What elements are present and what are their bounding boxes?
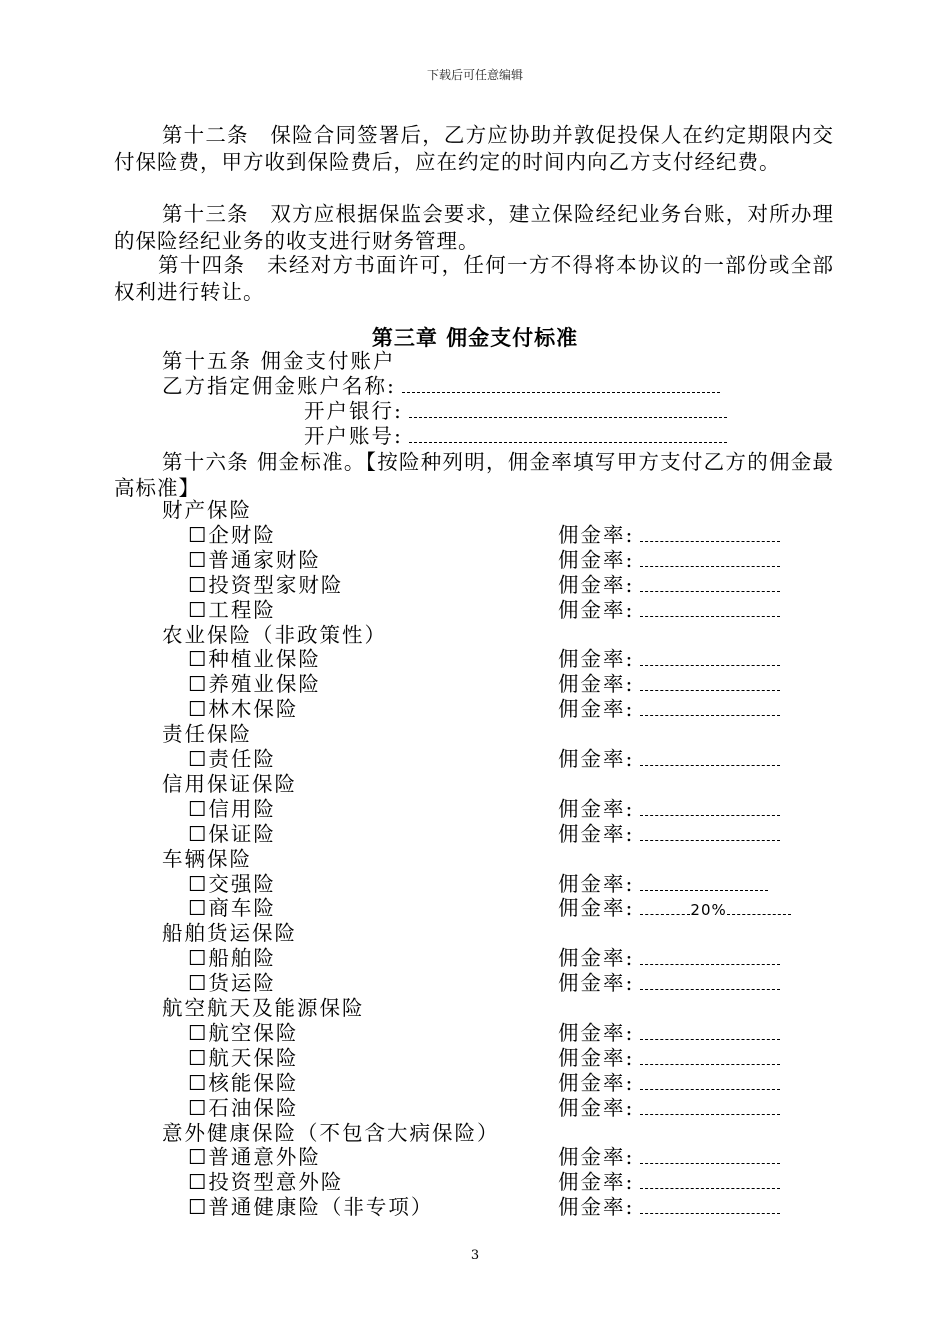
- commission-rate-label: 佣金率:: [558, 1095, 635, 1120]
- insurance-option-label: 保证险: [208, 821, 276, 846]
- commission-rate-field[interactable]: [558, 523, 780, 548]
- insurance-option[interactable]: [188, 1096, 298, 1121]
- commission-rate-field[interactable]: [558, 1170, 780, 1195]
- commission-rate-blank[interactable]: [640, 676, 780, 691]
- commission-rate-label: 佣金率:: [558, 547, 635, 572]
- commission-rate-blank[interactable]: [640, 1199, 780, 1214]
- insurance-option[interactable]: [188, 1145, 321, 1170]
- insurance-option-label: 石油保险: [208, 1095, 299, 1120]
- commission-rate-label: 佣金率:: [558, 871, 635, 896]
- account-name-label: 乙方指定佣金账户名称:: [162, 374, 396, 398]
- commission-rate-label: 佣金率:: [558, 896, 635, 921]
- commission-rate-label: 佣金率:: [558, 672, 635, 697]
- checkbox-icon[interactable]: ☐: [188, 697, 209, 722]
- commission-rate-field[interactable]: [558, 1071, 780, 1096]
- insurance-option-label: 航空保险: [208, 1020, 299, 1045]
- commission-rate-label: 佣金率:: [558, 1145, 635, 1170]
- commission-rate-field[interactable]: [558, 647, 780, 672]
- checkbox-icon[interactable]: ☐: [188, 597, 209, 622]
- insurance-option-label: 养殖业保险: [208, 672, 321, 697]
- commission-rate-label: 佣金率:: [558, 697, 635, 722]
- commission-rate-label: 佣金率:: [558, 1170, 635, 1195]
- commission-rate-blank[interactable]: [640, 826, 780, 841]
- insurance-option-label: 信用险: [208, 796, 276, 821]
- article-16: 第十六条 佣金标准。【按险种列明，佣金率填写甲方支付乙方的佣金最高标准】: [114, 450, 834, 500]
- insurance-option[interactable]: [188, 946, 276, 971]
- commission-rate-field[interactable]: [558, 747, 780, 772]
- checkbox-icon[interactable]: ☐: [188, 896, 209, 921]
- insurance-option-label: 航天保险: [208, 1045, 299, 1070]
- category-heading: 船舶货运保险: [162, 921, 297, 946]
- commission-rate-blank[interactable]: [640, 1050, 780, 1065]
- insurance-option[interactable]: [188, 971, 276, 996]
- insurance-option-label: 责任险: [208, 747, 276, 771]
- checkbox-icon[interactable]: ☐: [188, 672, 209, 697]
- commission-rate-label: 佣金率:: [558, 946, 635, 971]
- commission-rate-blank[interactable]: [640, 1149, 780, 1164]
- bank-blank[interactable]: [409, 403, 727, 418]
- insurance-option[interactable]: [188, 672, 321, 697]
- commission-rate-label: 佣金率:: [558, 597, 635, 622]
- commission-rate-blank[interactable]: [640, 552, 780, 567]
- checkbox-icon[interactable]: ☐: [188, 1095, 209, 1120]
- insurance-option[interactable]: [188, 822, 276, 847]
- checkbox-icon[interactable]: ☐: [188, 1020, 209, 1045]
- checkbox-icon[interactable]: ☐: [188, 1045, 209, 1070]
- commission-rate-field[interactable]: [558, 548, 780, 573]
- rate-blank-left: [640, 900, 690, 915]
- checkbox-icon[interactable]: ☐: [188, 871, 209, 896]
- commission-rate-label: 佣金率:: [558, 572, 635, 597]
- commission-rate-blank[interactable]: [640, 801, 780, 816]
- commission-rate-field[interactable]: [558, 1096, 780, 1121]
- checkbox-icon[interactable]: ☐: [188, 796, 209, 821]
- checkbox-icon[interactable]: ☐: [188, 971, 209, 996]
- insurance-option[interactable]: [188, 573, 343, 598]
- insurance-option[interactable]: [188, 1021, 298, 1046]
- commission-rate-field[interactable]: [558, 598, 780, 623]
- article-14: 第十四条 未经对方书面许可，任何一方不得将本协议的一部份或全部权利进行转让。: [114, 253, 834, 304]
- commission-rate-blank[interactable]: [640, 751, 780, 766]
- commission-rate-field[interactable]: [558, 1021, 780, 1046]
- commission-rate-field[interactable]: [558, 872, 768, 897]
- article-12: 第十二条 保险合同签署后，乙方应协助并敦促投保人在约定期限内交付保险费，甲方收到保险费后，应在约定的时间内向乙方支付经纪费。: [114, 123, 834, 174]
- insurance-option[interactable]: [188, 1195, 433, 1220]
- insurance-option-label: 普通意外险: [208, 1145, 321, 1170]
- commission-rate-field[interactable]: [558, 1046, 780, 1071]
- category-heading: 财产保险: [162, 498, 252, 522]
- insurance-option[interactable]: [188, 598, 276, 623]
- commission-rate-label: 佣金率:: [558, 1195, 635, 1220]
- commission-rate-blank[interactable]: [640, 602, 780, 617]
- insurance-option[interactable]: [188, 1046, 298, 1071]
- account-no-blank[interactable]: [409, 428, 727, 443]
- commission-rate-value: 20%: [690, 901, 727, 920]
- insurance-option[interactable]: [188, 747, 276, 772]
- insurance-option-label: 林木保险: [208, 697, 299, 722]
- commission-rate-blank[interactable]: [640, 1100, 780, 1115]
- commission-rate-blank[interactable]: [640, 651, 780, 666]
- insurance-option-label: 船舶险: [208, 946, 276, 971]
- bank-label: 开户银行:: [304, 399, 403, 423]
- insurance-option[interactable]: [188, 1170, 343, 1195]
- insurance-option[interactable]: [188, 548, 321, 573]
- insurance-option[interactable]: [188, 896, 276, 921]
- article-13: 第十三条 双方应根据保监会要求，建立保险经纪业务台账，对所办理的保险经纪业务的收支进行财务管理。: [114, 202, 834, 253]
- insurance-option[interactable]: [188, 797, 276, 822]
- commission-rate-label: 佣金率:: [558, 647, 635, 672]
- insurance-option-label: 商车险: [208, 896, 276, 921]
- insurance-option[interactable]: [188, 1071, 298, 1096]
- commission-rate-blank[interactable]: [640, 577, 780, 592]
- checkbox-icon[interactable]: ☐: [188, 1170, 209, 1195]
- commission-rate-field[interactable]: [558, 697, 780, 722]
- insurance-option-label: 投资型家财险: [208, 572, 344, 597]
- insurance-option-label: 企财险: [208, 522, 276, 547]
- article-15-title: 第十五条 佣金支付账户: [162, 349, 396, 373]
- insurance-option[interactable]: [188, 872, 276, 897]
- commission-rate-blank[interactable]: [640, 1174, 780, 1189]
- commission-rate-label: 佣金率:: [558, 821, 635, 846]
- commission-rate-label: 佣金率:: [558, 1045, 635, 1070]
- insurance-option-label: 普通健康险（非专项）: [208, 1195, 434, 1220]
- commission-rate-blank[interactable]: [640, 950, 780, 965]
- commission-rate-blank[interactable]: [640, 701, 780, 716]
- commission-rate-field[interactable]: [558, 971, 780, 996]
- commission-rate-blank[interactable]: [640, 975, 780, 990]
- commission-rate-label: 佣金率:: [558, 1020, 635, 1045]
- insurance-option[interactable]: [188, 523, 276, 548]
- commission-rate-field[interactable]: [558, 896, 791, 923]
- insurance-option[interactable]: [188, 697, 298, 722]
- checkbox-icon[interactable]: ☐: [188, 1145, 209, 1170]
- category-heading: 航空航天及能源保险: [162, 996, 365, 1020]
- checkbox-icon[interactable]: ☐: [188, 547, 209, 572]
- commission-rate-label: 佣金率:: [558, 1070, 635, 1095]
- commission-rate-field[interactable]: [558, 1195, 780, 1220]
- insurance-option-label: 工程险: [208, 597, 276, 622]
- commission-rate-field[interactable]: [558, 1145, 780, 1170]
- insurance-option-label: 普通家财险: [208, 547, 321, 572]
- bank-field[interactable]: [304, 399, 727, 424]
- page-header: 下载后可任意编辑: [426, 68, 523, 82]
- commission-rate-label: 佣金率:: [558, 522, 635, 547]
- checkbox-icon[interactable]: ☐: [188, 522, 209, 547]
- commission-rate-field[interactable]: [558, 573, 780, 598]
- commission-rate-field[interactable]: [558, 797, 780, 822]
- account-no-label: 开户账号:: [304, 424, 403, 448]
- commission-rate-blank[interactable]: [640, 876, 768, 891]
- checkbox-icon[interactable]: ☐: [188, 1195, 209, 1220]
- commission-rate-blank[interactable]: [640, 527, 780, 542]
- commission-rate-field[interactable]: [558, 822, 780, 847]
- commission-rate-label: 佣金率:: [558, 747, 635, 771]
- category-heading: 信用保证保险: [162, 771, 297, 796]
- insurance-option-label: 货运险: [208, 971, 276, 996]
- commission-rate-blank[interactable]: [640, 1025, 780, 1040]
- insurance-option[interactable]: [188, 647, 321, 672]
- rate-blank-right: [727, 900, 791, 915]
- commission-rate-label: 佣金率:: [558, 796, 635, 821]
- account-name-blank[interactable]: [402, 378, 720, 393]
- insurance-option-label: 交强险: [208, 871, 276, 896]
- account-no-field[interactable]: [304, 424, 727, 449]
- commission-rate-field[interactable]: [558, 672, 780, 697]
- commission-rate-label: 佣金率:: [558, 971, 635, 996]
- category-heading: 农业保险（非政策性）: [162, 622, 387, 647]
- chapter-title: 第三章 佣金支付标准: [371, 325, 579, 350]
- checkbox-icon[interactable]: ☐: [188, 747, 209, 771]
- account-name-field[interactable]: [162, 374, 720, 399]
- insurance-option-label: 种植业保险: [208, 647, 321, 672]
- category-heading: 车辆保险: [162, 846, 252, 871]
- insurance-option-label: 核能保险: [208, 1070, 299, 1095]
- commission-rate-blank[interactable]: [640, 1075, 780, 1090]
- insurance-option-label: 投资型意外险: [208, 1170, 344, 1195]
- checkbox-icon[interactable]: ☐: [188, 946, 209, 971]
- checkbox-icon[interactable]: ☐: [188, 572, 209, 597]
- commission-rate-field[interactable]: [558, 946, 780, 971]
- category-heading: 责任保险: [162, 722, 252, 747]
- page-number: 3: [470, 1248, 480, 1263]
- category-heading: 意外健康保险（不包含大病保险）: [162, 1120, 500, 1145]
- checkbox-icon[interactable]: ☐: [188, 647, 209, 672]
- checkbox-icon[interactable]: ☐: [188, 821, 209, 846]
- checkbox-icon[interactable]: ☐: [188, 1070, 209, 1095]
